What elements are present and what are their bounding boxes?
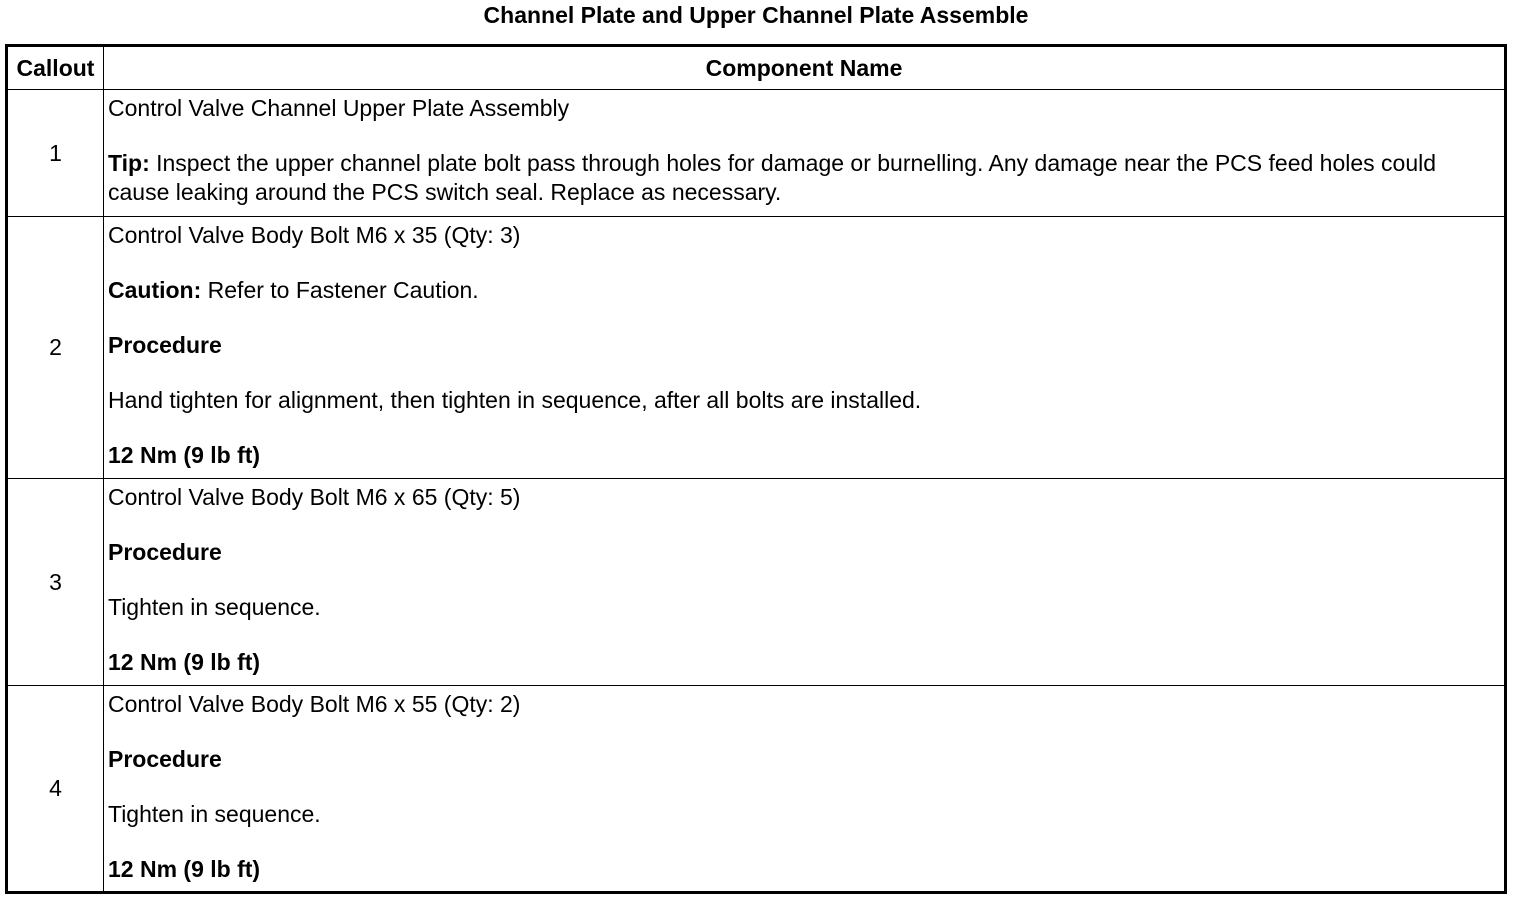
- procedure-heading: Procedure: [108, 746, 222, 772]
- torque-spec: 12 Nm (9 lb ft): [108, 442, 261, 468]
- caution-note: [108, 276, 1498, 305]
- table-header-row: [7, 46, 1506, 90]
- component-cell: [104, 686, 1506, 893]
- callout-number: 1: [7, 90, 104, 217]
- tip-text: Inspect the upper channel plate bolt pass through holes for damage or burnelling. Any damage near the PCS feed holes could cause leaking around the PCS switch seal. Replace as necessary.: [108, 150, 1437, 205]
- component-name: Control Valve Channel Upper Plate Assembly: [108, 95, 570, 121]
- component-cell: [104, 479, 1506, 686]
- procedure-text: Tighten in sequence.: [108, 594, 321, 620]
- component-cell: [104, 90, 1506, 217]
- component-name: Control Valve Body Bolt M6 x 55 (Qty: 2): [108, 691, 521, 717]
- table-row: [7, 686, 1506, 893]
- table-row: [7, 90, 1506, 217]
- procedure-heading: Procedure: [108, 332, 222, 358]
- component-name: Control Valve Body Bolt M6 x 65 (Qty: 5): [108, 484, 521, 510]
- table-row: [7, 217, 1506, 479]
- tip-label: Tip:: [108, 150, 150, 176]
- callout-number: 4: [7, 686, 104, 893]
- component-table: [5, 44, 1507, 894]
- procedure-text: Hand tighten for alignment, then tighten in sequence, after all bolts are installed.: [108, 387, 922, 413]
- table-row: [7, 479, 1506, 686]
- torque-spec: 12 Nm (9 lb ft): [108, 856, 261, 882]
- component-cell: [104, 217, 1506, 479]
- page-title: Channel Plate and Upper Channel Plate Assemble: [483, 2, 1029, 28]
- component-name-column-header: Component Name: [104, 46, 1506, 90]
- caution-text: Refer to Fastener Caution.: [201, 277, 479, 303]
- component-name: Control Valve Body Bolt M6 x 35 (Qty: 3): [108, 222, 521, 248]
- caution-label: Caution:: [108, 277, 202, 303]
- procedure-text: Tighten in sequence.: [108, 801, 321, 827]
- procedure-heading: Procedure: [108, 539, 222, 565]
- torque-spec: 12 Nm (9 lb ft): [108, 649, 261, 675]
- callout-column-header: Callout: [7, 46, 104, 90]
- tip-note: [108, 149, 1498, 207]
- callout-number: 2: [7, 217, 104, 479]
- callout-number: 3: [7, 479, 104, 686]
